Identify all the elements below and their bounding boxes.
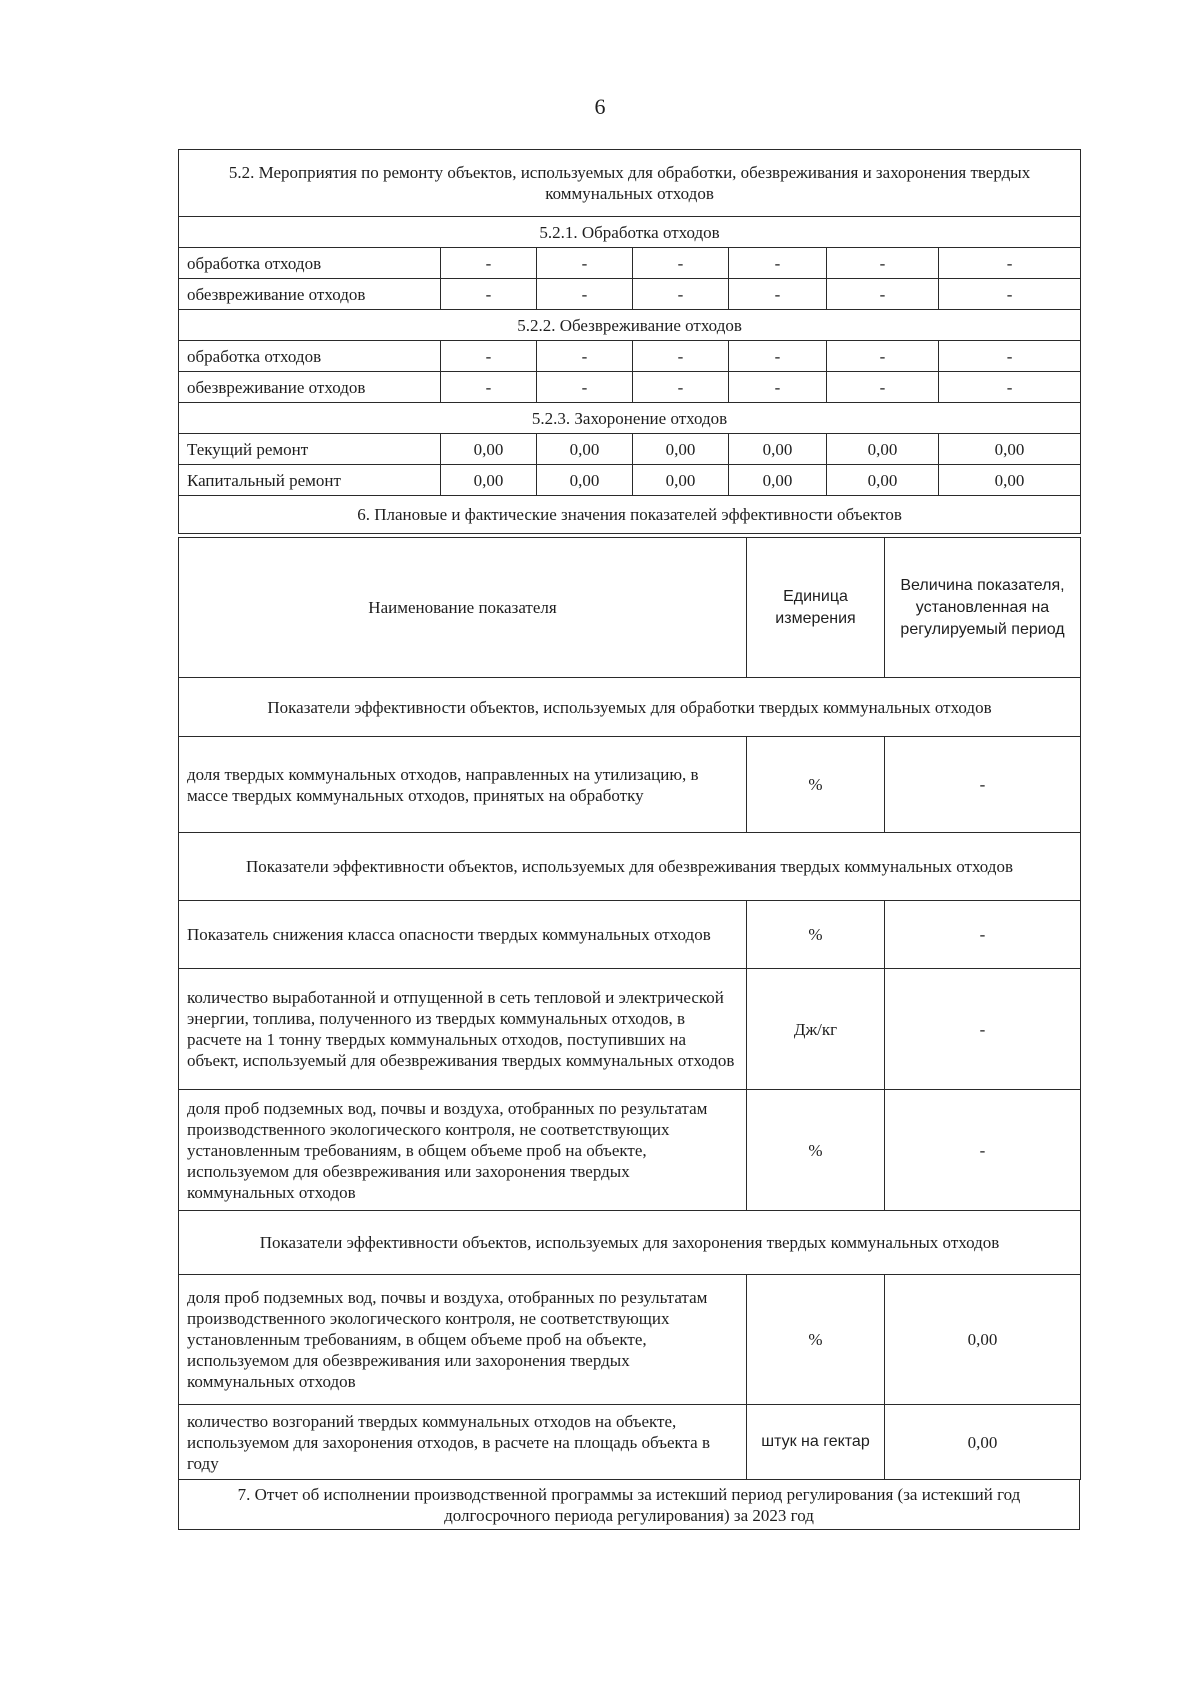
cell: 0,00 [729,434,827,465]
cell: - [729,248,827,279]
cell: - [537,248,633,279]
cell: - [729,341,827,372]
indicator-name: доля проб подземных вод, почвы и воздуха, отобранных по результатам производственного экологического контроля, не соответствующих установленным требованиям, в общем объеме проб на объекте, используемом для обезвреживания или захоронения твердых коммунальных отходов [179,1090,747,1211]
cell: - [633,341,729,372]
indicator-value: - [885,1090,1081,1211]
cell: 0,00 [441,465,537,496]
table-row [179,434,1081,465]
indicator-value: 0,00 [885,1405,1081,1480]
cell: - [633,279,729,310]
indicator-unit: Дж/кг [747,969,885,1090]
report-table [178,1479,1080,1530]
cell: 0,00 [729,465,827,496]
cell: 0,00 [827,465,939,496]
group-title: Показатели эффективности объектов, используемых для обработки твердых коммунальных отходов [179,678,1081,737]
section-5-2-title: 5.2. Мероприятия по ремонту объектов, используемых для обработки, обезвреживания и захоронения твердых коммунальных отходов [179,150,1081,217]
table-row [179,279,1081,310]
row-label: обезвреживание отходов [179,279,441,310]
table-row [179,901,1081,969]
header-unit: Единица измерения [747,538,885,678]
table-row [179,737,1081,833]
indicator-name: доля проб подземных вод, почвы и воздуха, отобранных по результатам производственного экологического контроля, не соответствующих установленным требованиям, в общем объеме проб на объекте, используемом для обезвреживания или захоронения твердых коммунальных отходов [179,1275,747,1405]
indicator-unit: % [747,1275,885,1405]
section-6-title: 6. Плановые и фактические значения показателей эффективности объектов [179,496,1081,534]
cell: - [827,372,939,403]
cell: - [939,341,1081,372]
table-row [179,372,1081,403]
indicator-value: - [885,737,1081,833]
cell: - [537,279,633,310]
table-row [179,1275,1081,1405]
page-number: 6 [594,94,606,119]
cell: - [441,372,537,403]
table-row [179,1405,1081,1480]
indicator-unit: % [747,901,885,969]
indicators-table [178,537,1081,1480]
cell: 0,00 [633,465,729,496]
cell: 0,00 [939,434,1081,465]
section-7-title: 7. Отчет об исполнении производственной программы за истекший период регулирования (за истекший год долгосрочного периода регулирования) за 2023 год [179,1480,1080,1530]
cell: - [939,372,1081,403]
cell: 0,00 [441,434,537,465]
row-label: обезвреживание отходов [179,372,441,403]
indicator-unit: % [747,1090,885,1211]
header-value: Величина показателя, установленная на регулируемый период [885,538,1081,678]
cell: - [537,372,633,403]
table-row [179,465,1081,496]
table-row [179,248,1081,279]
cell: - [827,341,939,372]
cell: - [441,248,537,279]
group-title: Показатели эффективности объектов, используемых для обезвреживания твердых коммунальных отходов [179,833,1081,901]
cell: - [827,248,939,279]
indicator-value: 0,00 [885,1275,1081,1405]
table-row [179,341,1081,372]
indicator-value: - [885,901,1081,969]
cell: - [633,248,729,279]
cell: - [939,279,1081,310]
subsection-title: 5.2.3. Захоронение отходов [179,403,1081,434]
cell: - [827,279,939,310]
indicator-name: Показатель снижения класса опасности твердых коммунальных отходов [179,901,747,969]
indicator-name: количество возгораний твердых коммунальных отходов на объекте, используемом для захоронения отходов, в расчете на площадь объекта в году [179,1405,747,1480]
cell: - [537,341,633,372]
cell: 0,00 [537,434,633,465]
cell: - [939,248,1081,279]
indicator-name: количество выработанной и отпущенной в сеть тепловой и электрической энергии, топлива, полученного из твердых коммунальных отходов, в расчете на 1 тонну твердых коммунальных отходов, поступивших на объект, используемый для обезвреживания твердых коммунальных отходов [179,969,747,1090]
indicator-value: - [885,969,1081,1090]
group-title: Показатели эффективности объектов, используемых для захоронения твердых коммунальных отходов [179,1211,1081,1275]
indicator-unit: % [747,737,885,833]
cell: 0,00 [537,465,633,496]
subsection-title: 5.2.1. Обработка отходов [179,217,1081,248]
subsection-title: 5.2.2. Обезвреживание отходов [179,310,1081,341]
row-label: Текущий ремонт [179,434,441,465]
cell: - [441,341,537,372]
indicator-unit: штук на гектар [747,1405,885,1480]
cell: 0,00 [633,434,729,465]
row-label: обработка отходов [179,341,441,372]
cell: - [729,372,827,403]
repair-measures-table [178,149,1081,534]
header-name: Наименование показателя [179,538,747,678]
cell: 0,00 [939,465,1081,496]
indicator-name: доля твердых коммунальных отходов, направленных на утилизацию, в массе твердых коммунальных отходов, принятых на обработку [179,737,747,833]
table-row [179,1090,1081,1211]
cell: - [729,279,827,310]
cell: - [441,279,537,310]
row-label: Капитальный ремонт [179,465,441,496]
cell: - [633,372,729,403]
table-row [179,969,1081,1090]
row-label: обработка отходов [179,248,441,279]
cell: 0,00 [827,434,939,465]
